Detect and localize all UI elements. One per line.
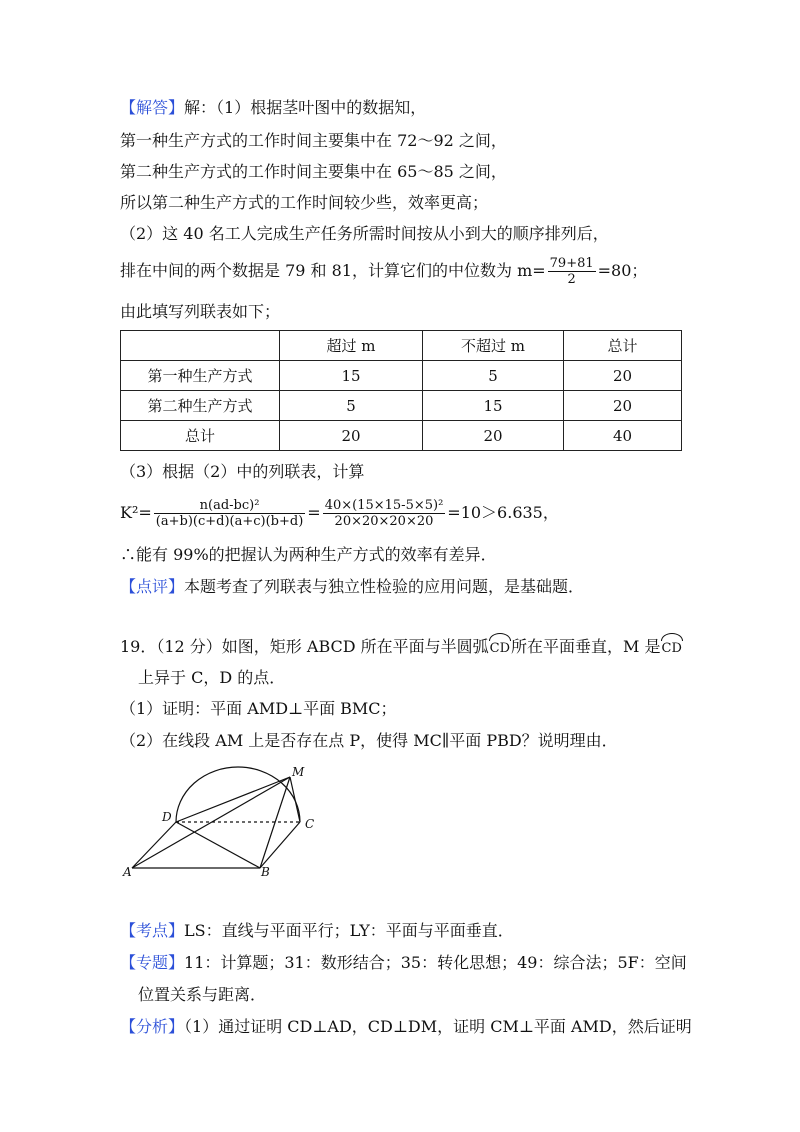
zhuanti-line: 【专题】11：计算题；31：数形结合；35：转化思想；49：综合法；5F：空间 xyxy=(120,953,687,972)
table-cell: 5 xyxy=(423,361,564,391)
solution-line-7: 由此填写列联表如下； xyxy=(120,302,281,321)
semicircle-arc xyxy=(176,767,300,822)
label-d: D xyxy=(162,810,172,824)
zhuanti-line-2: 位置关系与距离． xyxy=(138,985,267,1004)
table-cell: 总计 xyxy=(564,331,682,361)
solution-line-1: 【解答】解：（1）根据茎叶图中的数据知， xyxy=(120,98,427,117)
table-row xyxy=(121,391,682,421)
table-cell xyxy=(121,331,280,361)
table-cell: 第一种生产方式 xyxy=(121,361,280,391)
solution-line-8: （3）根据（2）中的列联表，计算 xyxy=(120,462,365,481)
table-cell: 15 xyxy=(280,361,423,391)
edge-bc xyxy=(260,822,300,868)
median-line: 排在中间的两个数据是 79 和 81，计算它们的中位数为 m= $\frac{79+81}{2}$ =80； xyxy=(120,256,648,287)
table-row xyxy=(121,361,682,391)
k-fraction-1: $\frac{\text{n(ad-bc)²}}{(a+b)(c+d)(a+c)(b+d)}$ xyxy=(155,498,304,529)
table-cell: 总计 xyxy=(121,421,280,451)
table-cell: 5 xyxy=(280,391,423,421)
k-fraction-2: $\frac{\text{40×(15×15-5×5)²}}{20\times 20\times 20\times 20}$ xyxy=(324,498,444,529)
solution-line-4: 所以第二种生产方式的工作时间较少些，效率更高； xyxy=(120,193,489,212)
geometry-figure xyxy=(120,765,350,880)
comment-line: 【点评】本题考查了列联表与独立性检验的应用问题，是基础题． xyxy=(120,577,585,596)
table-header-row xyxy=(121,331,682,361)
solution-line-2: 第一种生产方式的工作时间主要集中在 72～92 之间， xyxy=(120,131,507,150)
table-cell: 第二种生产方式 xyxy=(121,391,280,421)
k-squared-formula: K²= $\frac{\text{n(ad-bc)²}}{(a+b)(c+d)(a+c)(b+d)}$ = $\frac{\text{40×(15×15-5×5)²}}{20\times 20\times 20\times 20}$ =10＞6.635， xyxy=(120,498,559,529)
label-a: A xyxy=(123,865,132,879)
label-c: C xyxy=(305,817,315,831)
table-cell: 20 xyxy=(423,421,564,451)
kaodian-line: 【考点】LS：直线与平面平行；LY：平面与平面垂直． xyxy=(120,921,514,940)
table-row xyxy=(121,421,682,451)
solution-line-5: （2）这 40 名工人完成生产任务所需时间按从小到大的顺序排列后， xyxy=(120,224,609,243)
solution-line-3: 第二种生产方式的工作时间主要集中在 65～85 之间， xyxy=(120,162,507,181)
table-cell: 40 xyxy=(564,421,682,451)
median-fraction: $\frac{79+81}{2}$ xyxy=(549,256,594,287)
fenxi-line: 【分析】（1）通过证明 CD⊥AD，CD⊥DM，证明 CM⊥平面 AMD，然后证明 xyxy=(120,1017,692,1036)
table-cell: 不超过 m xyxy=(423,331,564,361)
answer-tag: 【解答】 xyxy=(120,98,185,117)
question-1: （1）证明：平面 AMD⊥平面 BMC； xyxy=(120,699,397,718)
table-cell: 20 xyxy=(564,361,682,391)
problem-19-stem-2: 上异于 C，D 的点． xyxy=(138,668,286,687)
label-m: M xyxy=(292,765,305,779)
table-cell: 15 xyxy=(423,391,564,421)
label-b: B xyxy=(261,865,270,879)
arc-cd: CD xyxy=(661,639,683,659)
edge-ad xyxy=(132,822,176,868)
table-cell: 20 xyxy=(564,391,682,421)
edge-cm xyxy=(290,777,300,822)
table-cell: 20 xyxy=(280,421,423,451)
edge-bd xyxy=(176,822,260,868)
contingency-table xyxy=(120,330,682,451)
problem-19-stem: 19．（12 分）如图，矩形 ABCD 所在平面与半圆弧CD所在平面垂直，M 是CD xyxy=(120,637,683,659)
fenxi-tag: 【分析】 xyxy=(120,1017,185,1036)
zhuanti-tag: 【专题】 xyxy=(120,953,185,972)
comment-tag: 【点评】 xyxy=(120,577,185,596)
kaodian-tag: 【考点】 xyxy=(120,921,185,940)
conclusion-line: ∴能有 99%的把握认为两种生产方式的效率有差异． xyxy=(120,545,497,564)
question-2: （2）在线段 AM 上是否存在点 P，使得 MC∥平面 PBD？说明理由． xyxy=(120,731,618,750)
table-cell: 超过 m xyxy=(280,331,423,361)
arc-cd: CD xyxy=(489,639,511,659)
